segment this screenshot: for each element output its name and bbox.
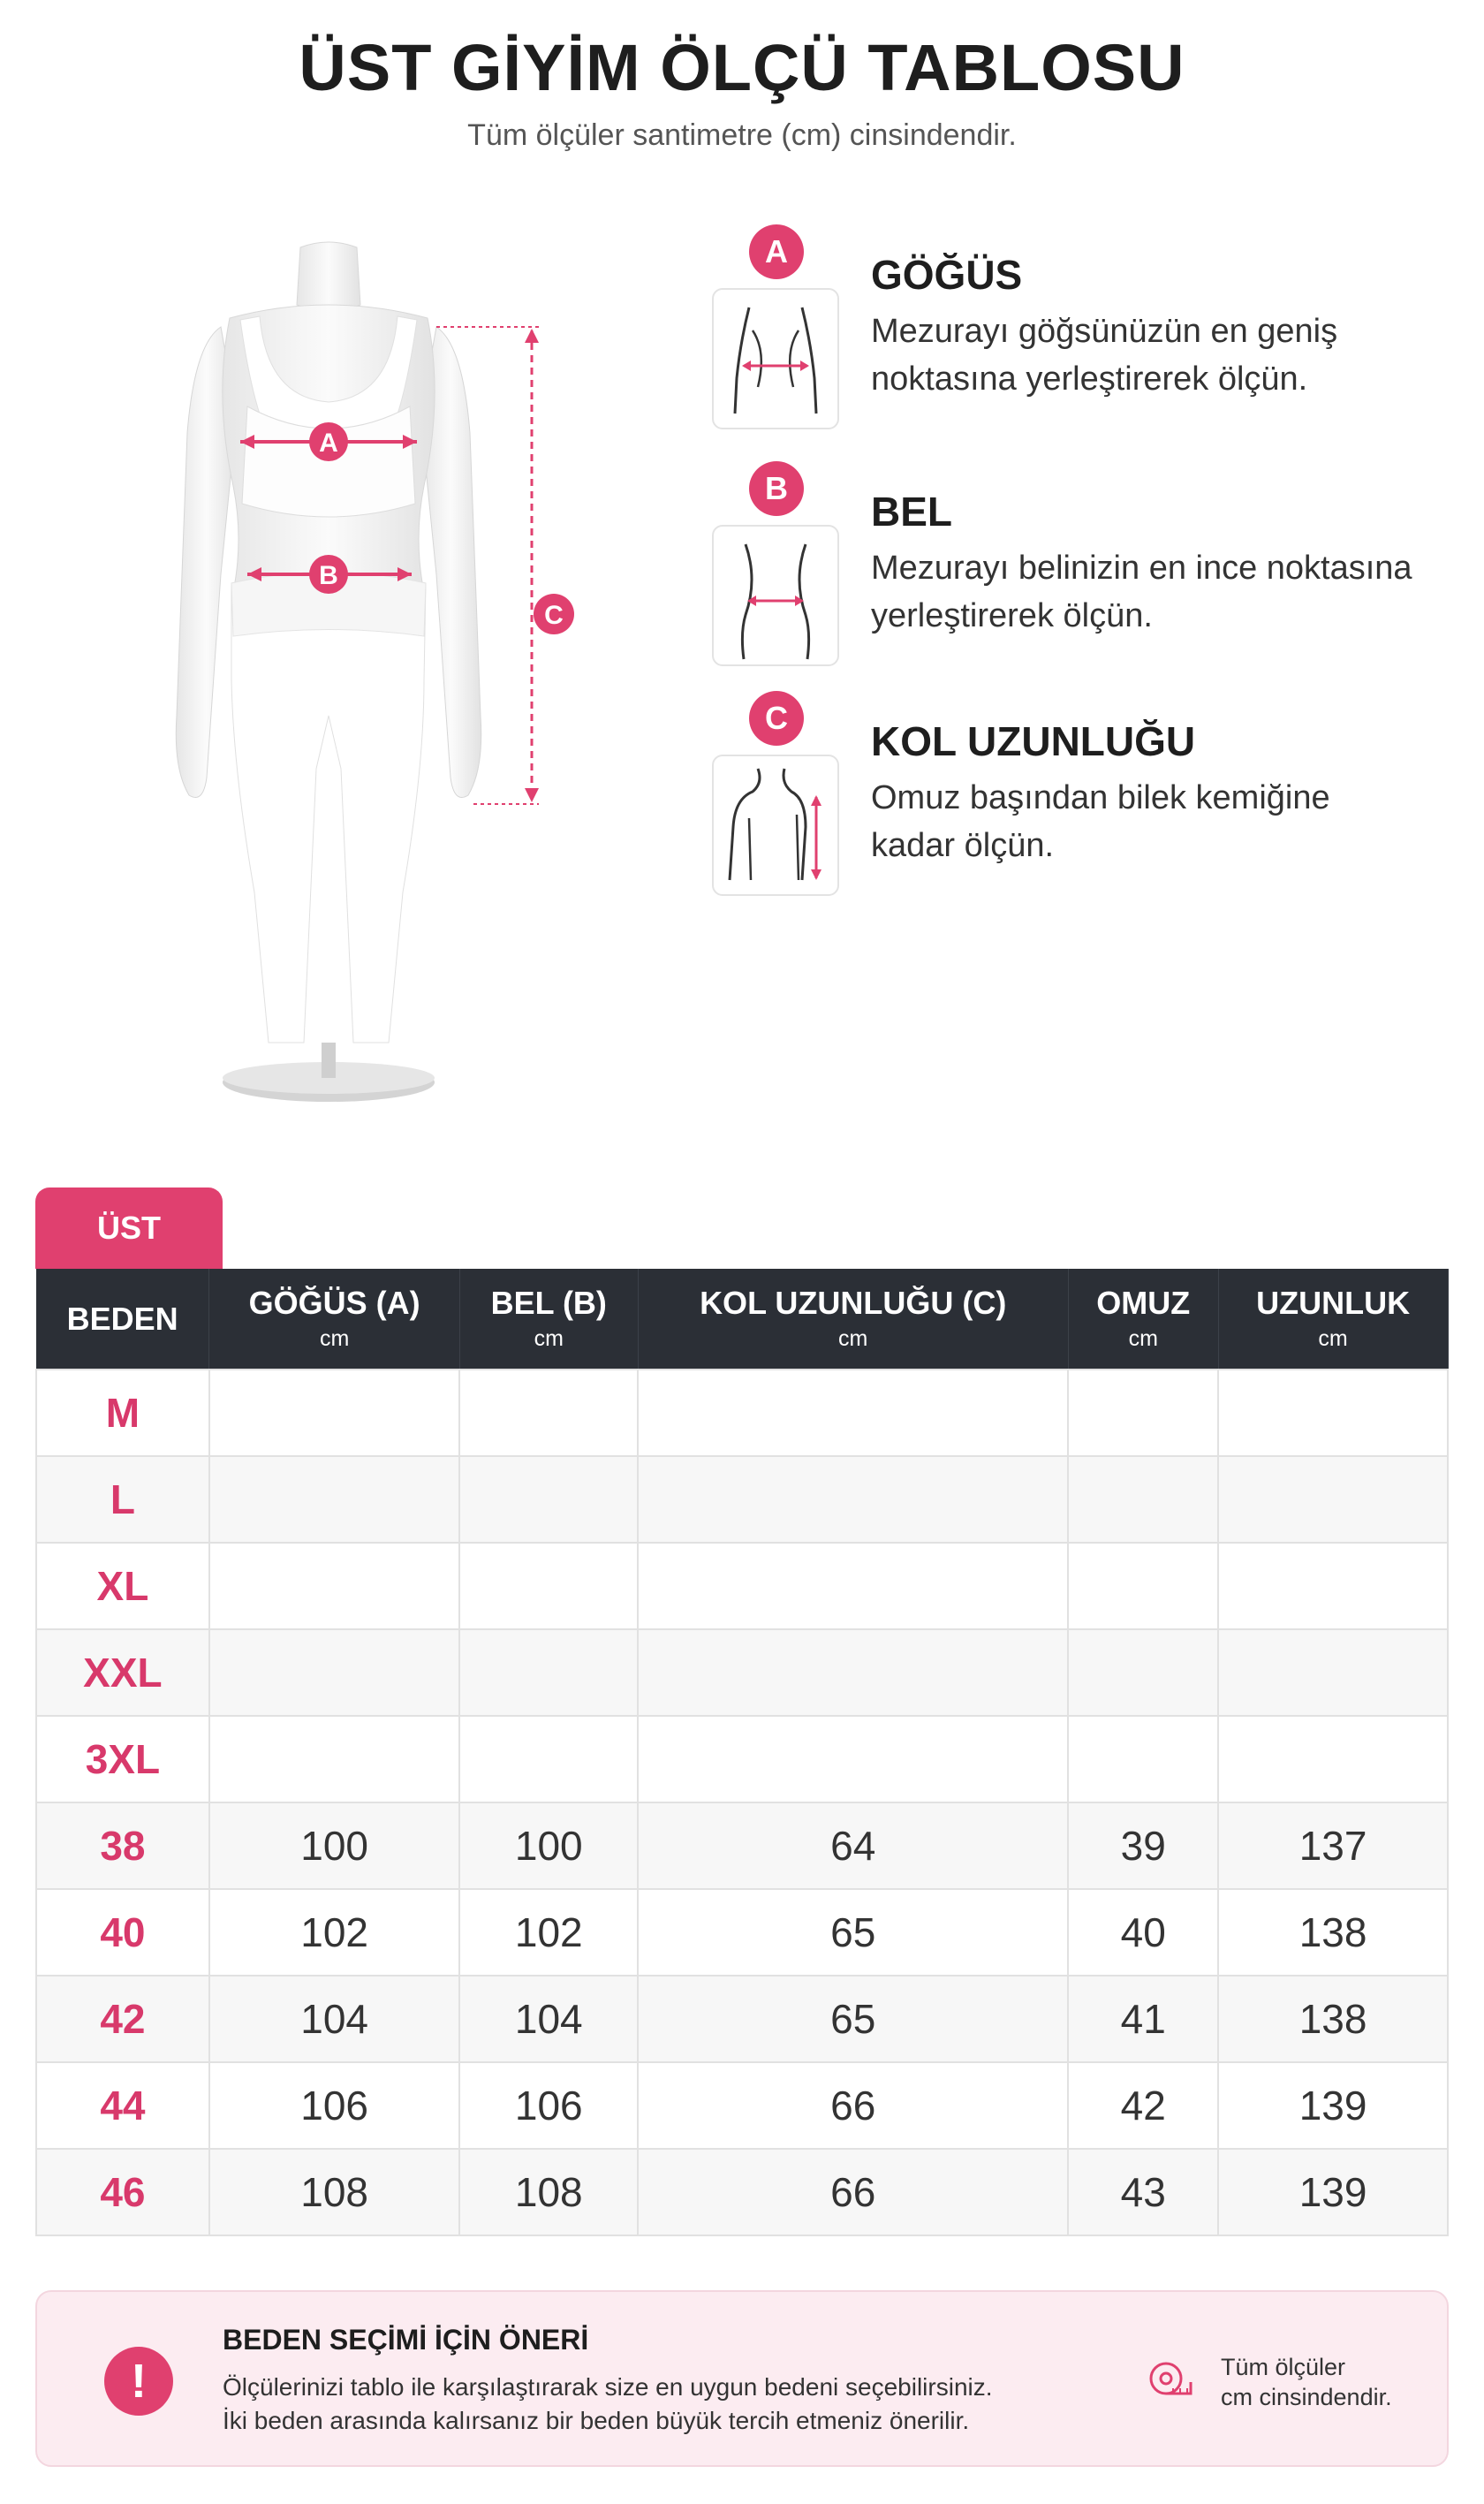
header-kol-uzunlugu: KOL UZUNLUĞU (C) cm [638,1269,1068,1370]
table-row [36,1976,1448,2062]
size-table [35,1269,1449,2236]
measurement-badge-a: A [749,224,804,279]
value-cell: 41 [1068,1976,1218,2062]
page-subtitle: Tüm ölçüler santimetre (cm) cinsindendir. [467,118,1017,152]
value-cell [638,1543,1068,1629]
value-cell: 66 [638,2149,1068,2235]
header-uzunluk: UZUNLUK cm [1218,1269,1448,1370]
value-cell [459,1543,638,1629]
measuring-tape-icon [1145,2356,1196,2407]
value-cell [638,1629,1068,1716]
value-cell: 100 [459,1802,638,1889]
value-cell: 43 [1068,2149,1218,2235]
value-cell [638,1456,1068,1543]
value-cell [1218,1456,1448,1543]
measurement-arm-length [712,691,1454,912]
measurement-desc: Mezurayı belinizin en ince noktasına yerleştirerek ölçün. [871,550,1412,634]
size-cell: M [36,1370,209,1456]
table-header-row [36,1269,1448,1370]
value-cell: 108 [459,2149,638,2235]
measurement-desc: Mezurayı göğsünüzün en geniş noktasına yerleştirerek ölçün. [871,313,1338,398]
size-cell: 38 [36,1802,209,1889]
value-cell: 39 [1068,1802,1218,1889]
value-cell [209,1543,460,1629]
size-cell: L [36,1456,209,1543]
table-row [36,2149,1448,2235]
figure-label-a: A [319,429,338,458]
value-cell [459,1456,638,1543]
value-cell [209,1456,460,1543]
value-cell: 65 [638,1976,1068,2062]
value-cell [1218,1370,1448,1456]
tip-note-line-2: cm cinsindendir. [1221,2384,1392,2410]
size-cell: 46 [36,2149,209,2235]
measurement-chest [712,224,1454,445]
tip-note-line-1: Tüm ölçüler [1221,2354,1346,2380]
value-cell: 138 [1218,1889,1448,1976]
value-cell: 104 [209,1976,460,2062]
value-cell: 138 [1218,1976,1448,2062]
table-row [36,1889,1448,1976]
value-cell [1218,1716,1448,1802]
value-cell: 139 [1218,2062,1448,2149]
header-gogus: GÖĞÜS (A) cm [209,1269,460,1370]
measurement-name: BEL [871,489,952,535]
value-cell [1218,1543,1448,1629]
value-cell [459,1370,638,1456]
measurement-name: KOL UZUNLUĞU [871,718,1196,764]
value-cell: 106 [459,2062,638,2149]
value-cell [1068,1629,1218,1716]
size-cell: 40 [36,1889,209,1976]
value-cell [1068,1543,1218,1629]
value-cell: 102 [209,1889,460,1976]
arm-length-icon [712,755,839,896]
measurement-waist [712,461,1454,682]
table-row [36,2062,1448,2149]
value-cell [209,1716,460,1802]
value-cell: 40 [1068,1889,1218,1976]
measurement-badge-c: C [749,691,804,746]
value-cell: 104 [459,1976,638,2062]
figure-label-b: B [319,561,338,590]
value-cell: 139 [1218,2149,1448,2235]
table-row [36,1802,1448,1889]
value-cell [1068,1456,1218,1543]
table-row [36,1543,1448,1629]
size-cell: 44 [36,2062,209,2149]
table-row [36,1629,1448,1716]
size-cell: XXL [36,1629,209,1716]
table-row [36,1456,1448,1543]
table-row [36,1716,1448,1802]
value-cell [459,1629,638,1716]
figure-label-c: C [544,601,564,630]
tip-line-1: Ölçülerinizi tablo ile karşılaştırarak size en uygun bedeni seçebilirsiniz. [223,2373,993,2401]
size-cell: 42 [36,1976,209,2062]
header-omuz: OMUZ cm [1068,1269,1218,1370]
tip-title: BEDEN SEÇİMİ İÇİN ÖNERİ [223,2324,589,2356]
value-cell [1218,1629,1448,1716]
mannequin-figure [132,221,592,1122]
value-cell [209,1629,460,1716]
size-advice-box [35,2290,1449,2467]
chest-measure-icon [712,288,839,429]
value-cell: 102 [459,1889,638,1976]
exclamation-icon: ! [104,2347,173,2416]
value-cell [1068,1370,1218,1456]
value-cell [638,1370,1068,1456]
size-cell: XL [36,1543,209,1629]
tip-line-2: İki beden arasında kalırsanız bir beden büyük tercih etmeniz önerilir. [223,2407,970,2434]
value-cell: 42 [1068,2062,1218,2149]
value-cell [1068,1716,1218,1802]
value-cell: 66 [638,2062,1068,2149]
measurement-badge-b: B [749,461,804,516]
value-cell: 106 [209,2062,460,2149]
value-cell [209,1370,460,1456]
value-cell [459,1716,638,1802]
size-cell: 3XL [36,1716,209,1802]
value-cell [638,1716,1068,1802]
value-cell: 65 [638,1889,1068,1976]
measurement-name: GÖĞÜS [871,252,1023,298]
value-cell: 100 [209,1802,460,1889]
page-title: ÜST GİYİM ÖLÇÜ TABLOSU [299,31,1185,104]
tab-ust[interactable]: ÜST [35,1188,223,1269]
measurement-desc: Omuz başından bilek kemiğine kadar ölçün. [871,779,1330,864]
header-bel: BEL (B) cm [459,1269,638,1370]
table-row [36,1370,1448,1456]
value-cell: 137 [1218,1802,1448,1889]
waist-measure-icon [712,525,839,666]
header-beden: BEDEN [36,1269,209,1370]
value-cell: 64 [638,1802,1068,1889]
value-cell: 108 [209,2149,460,2235]
